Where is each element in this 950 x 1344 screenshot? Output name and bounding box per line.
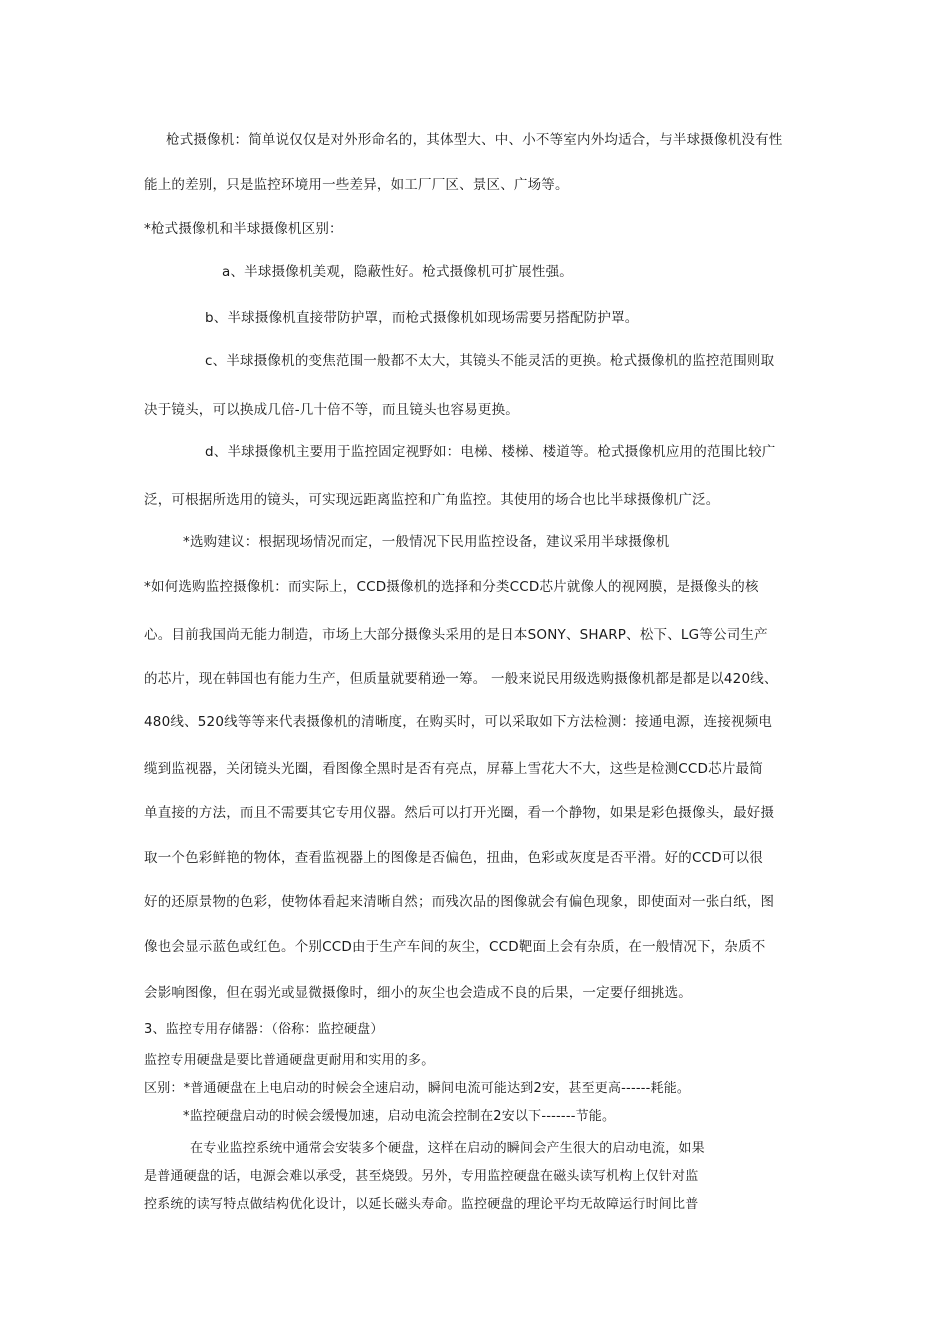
text-line: d、半球摄像机主要用于监控固定视野如：电梯、楼梯、楼道等。枪式摄像机应用的范围比较广 [205, 444, 776, 460]
text-line: 心。目前我国尚无能力制造，市场上大部分摄像头采用的是日本SONY、SHARP、松下、LG等公司生产 [144, 627, 768, 643]
text-line: a、半球摄像机美观，隐蔽性好。枪式摄像机可扩展性强。 [222, 264, 573, 280]
text-line: 480线、520线等等来代表摄像机的清晰度，在购买时，可以采取如下方法检测：接通电源，连接视频电 [144, 714, 773, 730]
text-line: 决于镜头，可以换成几倍-几十倍不等，而且镜头也容易更换。 [144, 402, 519, 418]
text-line: 监控专用硬盘是要比普通硬盘更耐用和实用的多。 [144, 1053, 435, 1068]
text-line: *如何选购监控摄像机：而实际上，CCD摄像机的选择和分类CCD芯片就像人的视网膜，是摄像头的核 [144, 579, 759, 595]
text-line: c、半球摄像机的变焦范围一般都不太大，其镜头不能灵活的更换。枪式摄像机的监控范围则取 [205, 353, 775, 369]
text-line: 枪式摄像机：简单说仅仅是对外形命名的，其体型大、中、小不等室内外均适合，与半球摄像机没有性 [166, 132, 783, 148]
text-line: *选购建议：根据现场情况而定，一般情况下民用监控设备，建议采用半球摄像机 [183, 534, 670, 550]
text-line: 是普通硬盘的话，电源会难以承受，甚至烧毁。另外，专用监控硬盘在磁头读写机构上仅针对监 [144, 1169, 699, 1184]
text-line: 在专业监控系统中通常会安装多个硬盘，这样在启动的瞬间会产生很大的启动电流，如果 [190, 1141, 705, 1156]
text-line: 的芯片，现在韩国也有能力生产，但质量就要稍逊一筹。 一般来说民用级选购摄像机都是都是以420线、 [144, 671, 778, 687]
text-line: b、半球摄像机直接带防护罩，而枪式摄像机如现场需要另搭配防护罩。 [205, 310, 639, 326]
text-line: 像也会显示蓝色或红色。个别CCD由于生产车间的灰尘，CCD靶面上会有杂质，在一般情况下，杂质不 [144, 939, 766, 955]
text-line: 泛，可根据所选用的镜头，可实现远距离监控和广角监控。其使用的场合也比半球摄像机广泛。 [144, 492, 720, 508]
text-line: 缆到监视器，关闭镜头光圈，看图像全黑时是否有亮点，屏幕上雪花大不大，这些是检测CCD芯片最简 [144, 761, 763, 777]
text-line: *枪式摄像机和半球摄像机区别： [144, 221, 343, 237]
text-line: 控系统的读写特点做结构优化设计，以延长磁头寿命。监控硬盘的理论平均无故障运行时间比普 [144, 1197, 699, 1212]
text-line: 单直接的方法，而且不需要其它专用仪器。然后可以打开光圈，看一个静物，如果是彩色摄像头，最好摄 [144, 805, 775, 821]
text-line: 能上的差别，只是监控环境用一些差异，如工厂厂区、景区、广场等。 [144, 177, 569, 193]
text-line: 取一个色彩鲜艳的物体，查看监视器上的图像是否偏色，扭曲，色彩或灰度是否平滑。好的CCD可以很 [144, 850, 763, 866]
text-line: 好的还原景物的色彩，使物体看起来清晰自然；而残次品的图像就会有偏色现象，即使面对一张白纸，图 [144, 894, 775, 910]
section-heading: 3、监控专用存储器：（俗称：监控硬盘） [144, 1022, 384, 1037]
text-line: 区别：*普通硬盘在上电启动的时候会全速启动，瞬间电流可能达到2安，甚至更高------耗能。 [144, 1081, 691, 1096]
text-line: 会影响图像，但在弱光或显微摄像时，细小的灰尘也会造成不良的后果，一定要仔细挑选。 [144, 985, 692, 1001]
text-line: *监控硬盘启动的时候会缓慢加速，启动电流会控制在2安以下-------节能。 [183, 1109, 616, 1124]
